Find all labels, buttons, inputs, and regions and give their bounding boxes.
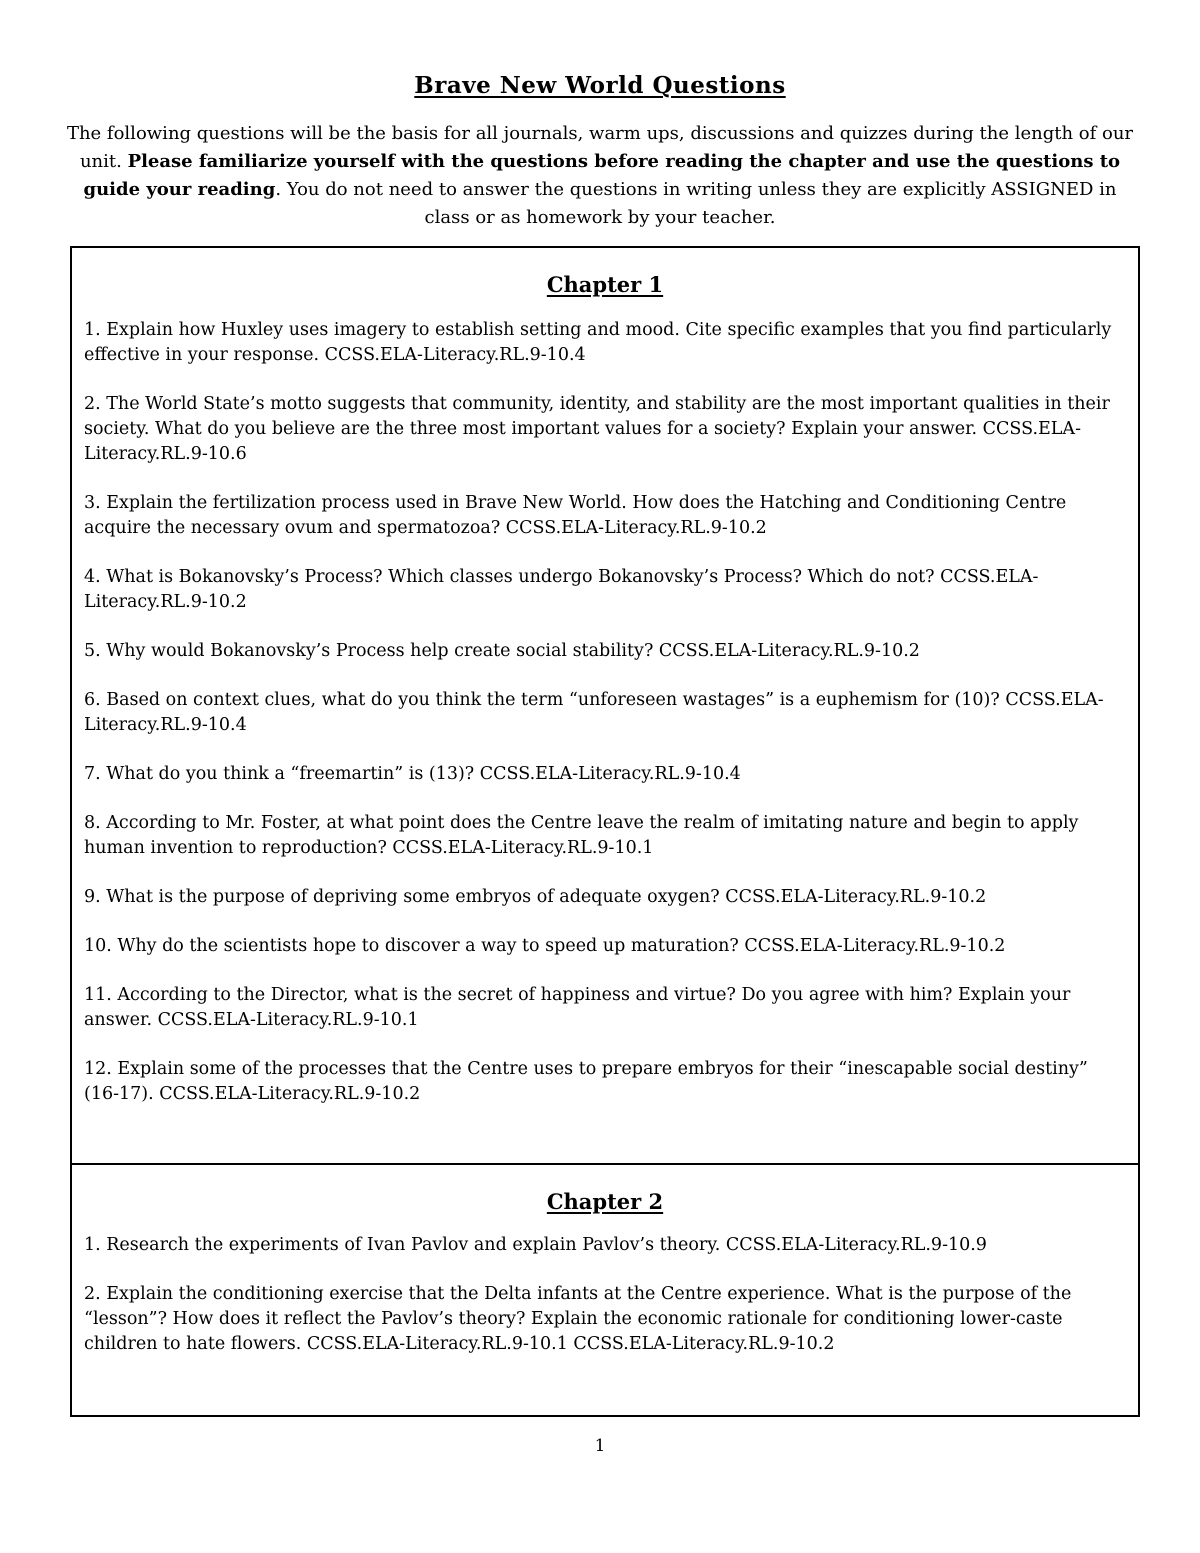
question-item: 6. Based on context clues, what do you think the term “unforeseen wastages” is a euphemism for (10)? CCSS.ELA-Literacy.RL.9-10.4 bbox=[84, 690, 1104, 735]
question-item: 2. Explain the conditioning exercise that the Delta infants at the Centre experience. What is the purpose of the “lesson”? How does it reflect the Pavlov’s theory? Explain the economic rationale for conditioning lower-caste children to hate flowers. CCSS.ELA-Literacy.RL.9-10.1 CCSS.ELA-Literacy.RL.9-10.2 bbox=[84, 1284, 1072, 1354]
chapter-2-box bbox=[70, 1163, 1140, 1417]
chapter-heading: Chapter 2 bbox=[546, 1189, 664, 1214]
question-item: 11. According to the Director, what is the secret of happiness and virtue? Do you agree with him? Explain your answer. CCSS.ELA-Literacy.RL.9-10.1 bbox=[84, 985, 1071, 1030]
question-item: 2. The World State’s motto suggests that community, identity, and stability are the most important qualities in their society. What do you believe are the three most important values for a society? Explain your answer. CCSS.ELA-Literacy.RL.9-10.6 bbox=[84, 394, 1110, 464]
intro-text-end: . You do not need to answer the questions in writing unless they are explicitly ASSIGNED in class or as homework by your teacher. bbox=[275, 179, 1117, 228]
page-number: 1 bbox=[594, 1436, 606, 1456]
question-item: 4. What is Bokanovsky’s Process? Which classes undergo Bokanovsky’s Process? Which do not? CCSS.ELA-Literacy.RL.9-10.2 bbox=[84, 567, 1039, 612]
question-item: 9. What is the purpose of depriving some embryos of adequate oxygen? CCSS.ELA-Literacy.RL.9-10.2 bbox=[84, 887, 987, 907]
question-item: 7. What do you think a “freemartin” is (13)? CCSS.ELA-Literacy.RL.9-10.4 bbox=[84, 764, 741, 784]
intro-paragraph bbox=[60, 120, 1140, 232]
intro-text-start: The following questions will be the basis for all journals, warm ups, discussions and quizzes during the length of our unit. bbox=[66, 123, 1134, 172]
page-title: Brave New World Questions bbox=[414, 72, 786, 99]
question-item: 1. Research the experiments of Ivan Pavlov and explain Pavlov’s theory. CCSS.ELA-Literacy.RL.9-10.9 bbox=[84, 1235, 987, 1255]
chapter-heading: Chapter 1 bbox=[546, 272, 664, 297]
intro-text-bold: Please familiarize yourself with the questions before reading the chapter and use the questions to guide your reading bbox=[83, 151, 1121, 200]
question-item: 5. Why would Bokanovsky’s Process help create social stability? CCSS.ELA-Literacy.RL.9-10.2 bbox=[84, 641, 920, 661]
question-item: 3. Explain the fertilization process used in Brave New World. How does the Hatching and Conditioning Centre acquire the necessary ovum and spermatozoa? CCSS.ELA-Literacy.RL.9-10.2 bbox=[84, 493, 1067, 538]
question-item: 12. Explain some of the processes that the Centre uses to prepare embryos for their “inescapable social destiny” (16-17). CCSS.ELA-Literacy.RL.9-10.2 bbox=[84, 1059, 1088, 1104]
question-item: 1. Explain how Huxley uses imagery to establish setting and mood. Cite specific examples that you find particularly effective in your response. CCSS.ELA-Literacy.RL.9-10.4 bbox=[84, 320, 1112, 365]
question-item: 10. Why do the scientists hope to discover a way to speed up maturation? CCSS.ELA-Literacy.RL.9-10.2 bbox=[84, 936, 1006, 956]
chapter-1-box bbox=[70, 246, 1140, 1165]
question-item: 8. According to Mr. Foster, at what point does the Centre leave the realm of imitating nature and begin to apply human invention to reproduction? CCSS.ELA-Literacy.RL.9-10.1 bbox=[84, 813, 1079, 858]
